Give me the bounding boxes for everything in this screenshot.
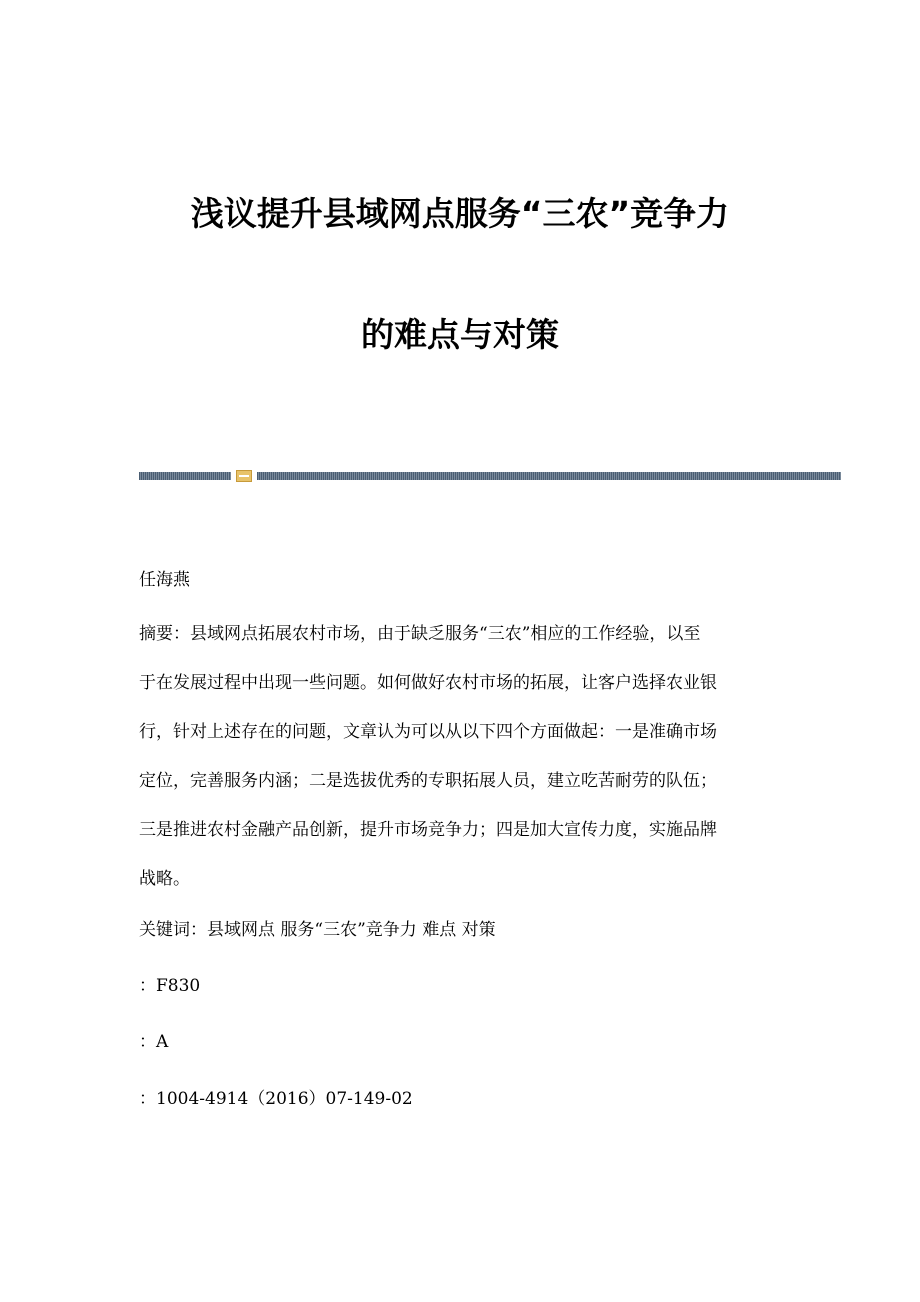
title-divider	[139, 470, 841, 482]
article-id: ：1004-4914（2016）07-149-02	[139, 1089, 413, 1109]
abstract-line: 行，针对上述存在的问题，文章认为可以从以下四个方面做起：一是准确市场	[139, 722, 717, 742]
abstract-line: 于在发展过程中出现一些问题。如何做好农村市场的拓展，让客户选择农业银	[139, 673, 717, 693]
abstract-line: 战略。	[139, 869, 190, 889]
classification-number: ：F830	[139, 976, 201, 996]
paper-title-line-2: 的难点与对策	[361, 315, 559, 354]
keywords: 关键词：县域网点 服务“三农”竞争力 难点 对策	[139, 920, 496, 940]
abstract	[139, 622, 779, 916]
divider-bar-right	[257, 472, 841, 480]
abstract-line: 三是推进农村金融产品创新，提升市场竞争力；四是加大宣传力度，实施品牌	[139, 820, 717, 840]
document-code: ：A	[139, 1032, 169, 1052]
abstract-line: 定位，完善服务内涵；二是选拔优秀的专职拓展人员，建立吃苦耐劳的队伍；	[139, 771, 717, 791]
paper-title-line-1: 浅议提升县域网点服务“三农”竞争力	[190, 194, 730, 233]
divider-bar-left	[139, 472, 231, 480]
divider-emblem-icon	[236, 470, 252, 482]
abstract-line: 摘要：县域网点拓展农村市场，由于缺乏服务“三农”相应的工作经验，以至	[139, 624, 701, 644]
author-name: 任海燕	[139, 570, 190, 590]
